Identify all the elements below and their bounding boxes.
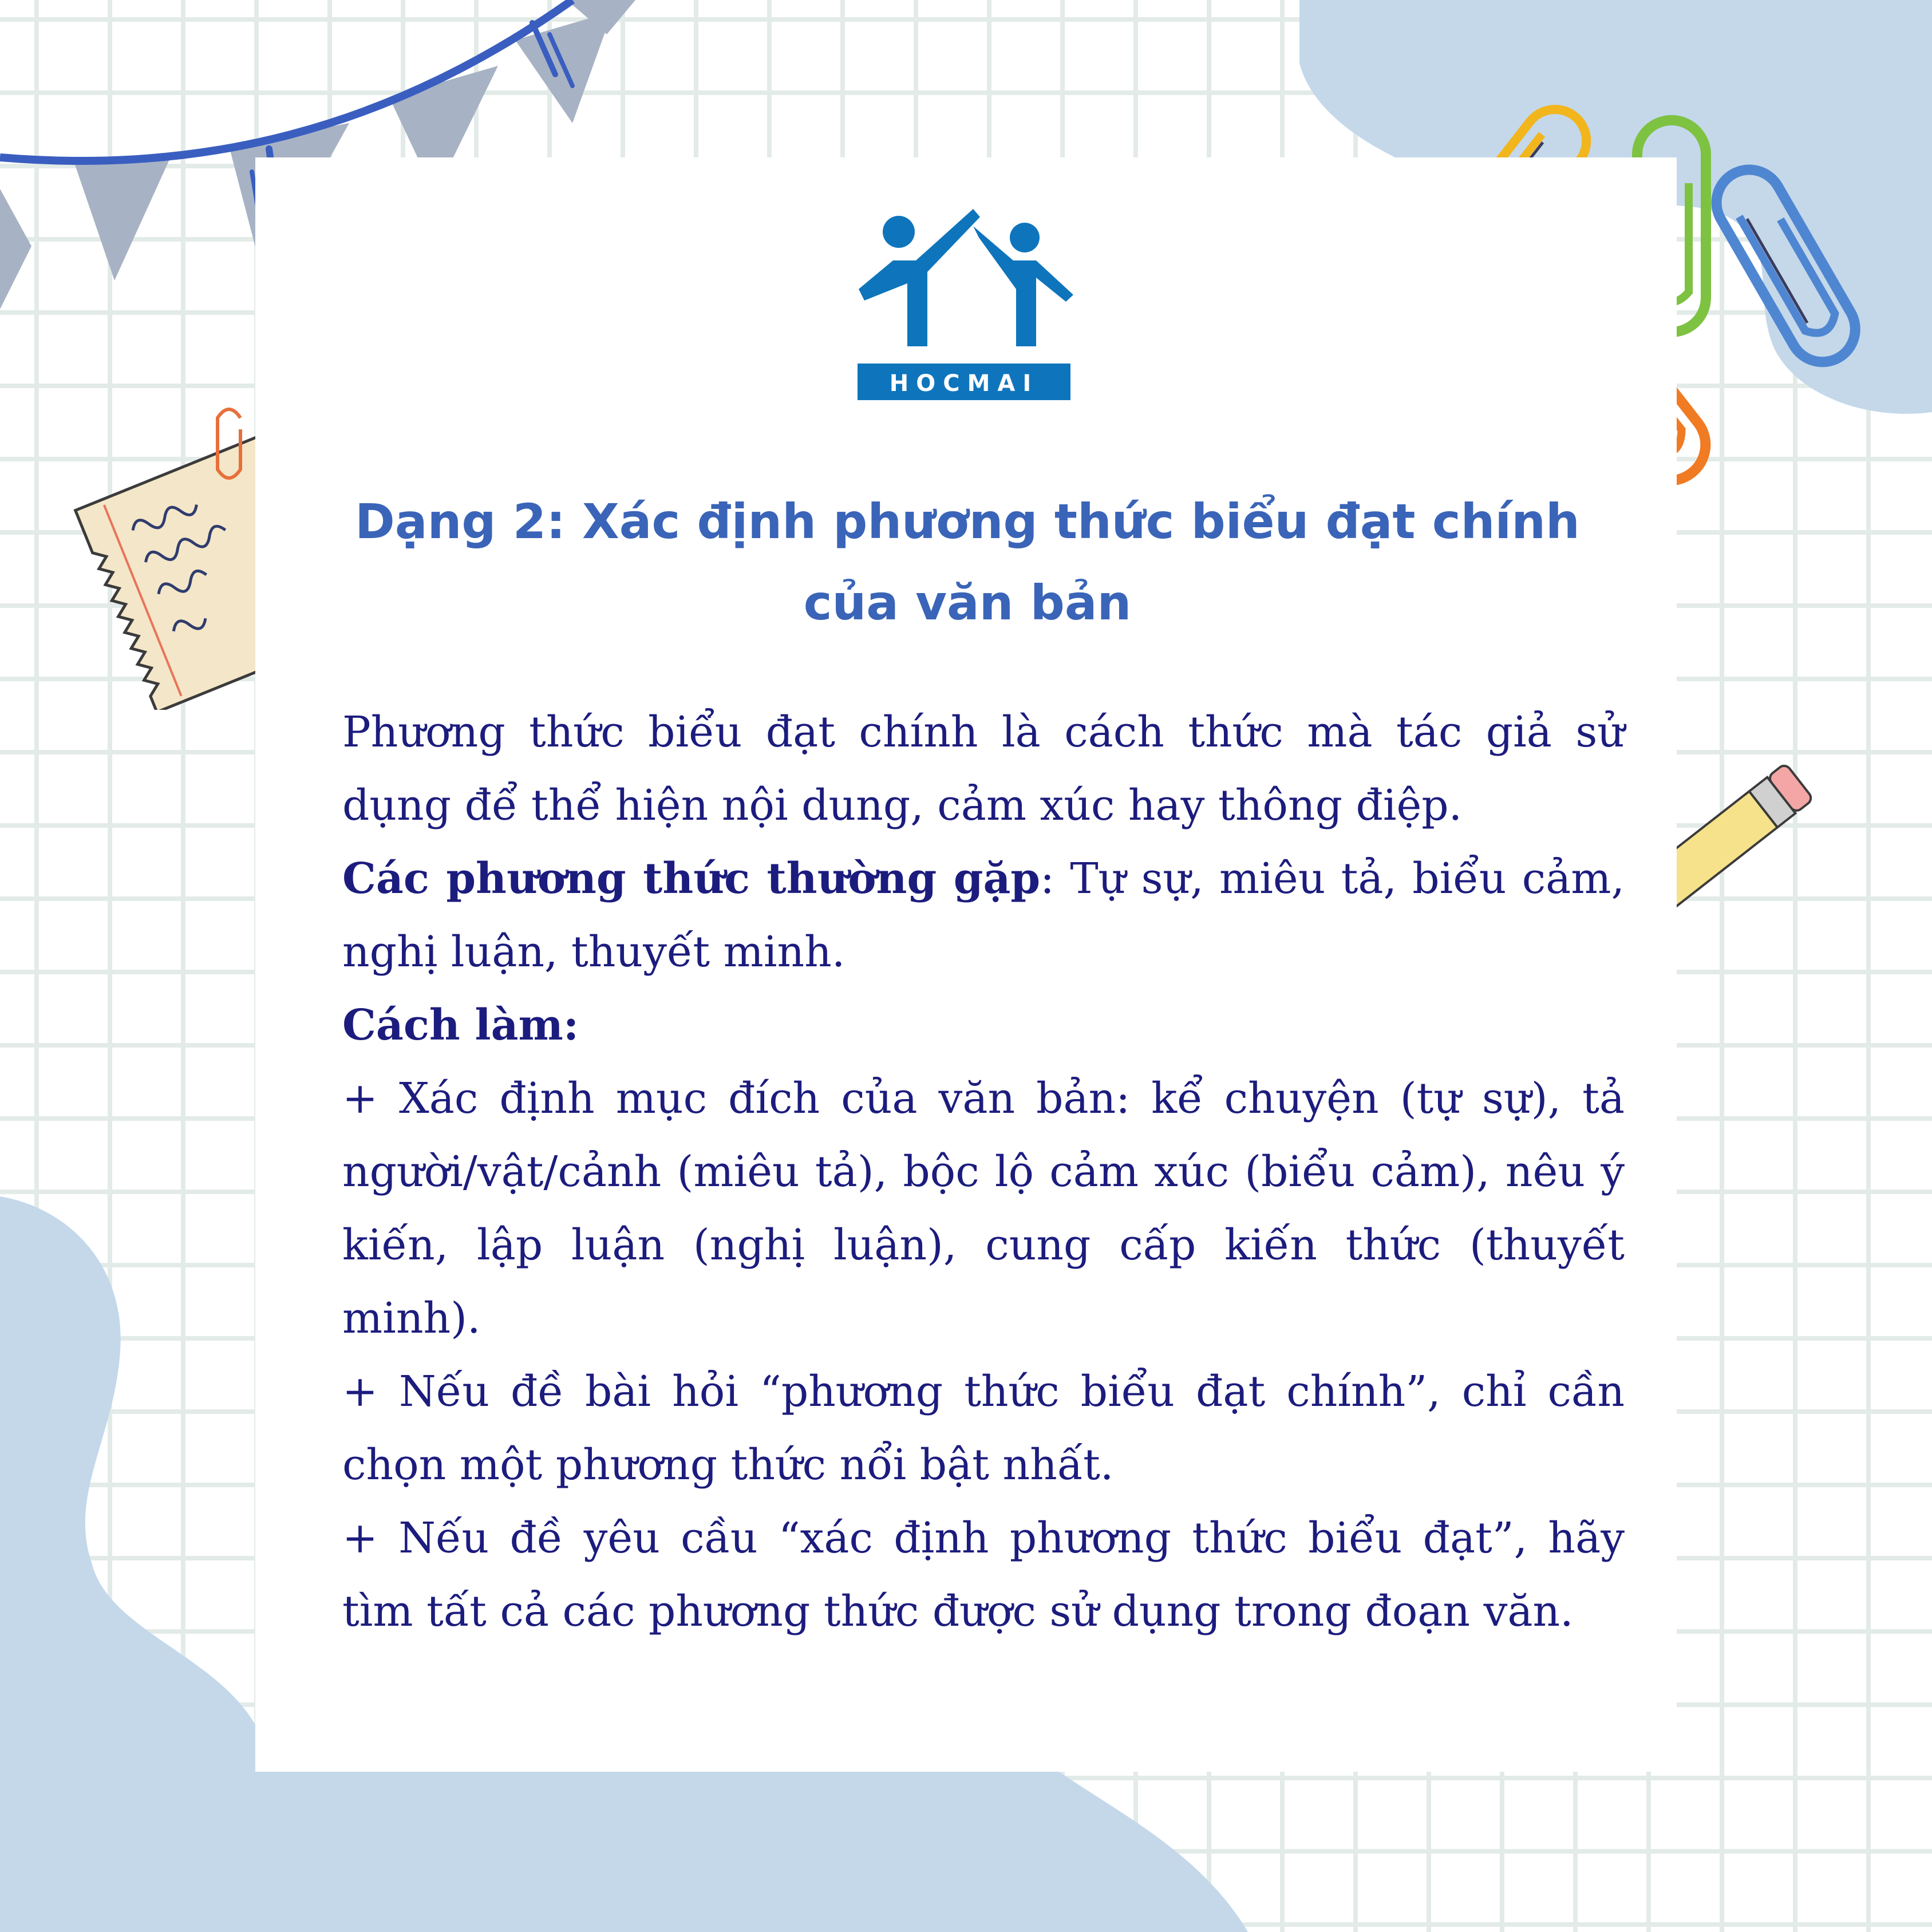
title-line-1: Dạng 2: Xác định phương thức biểu đạt chính: [355, 493, 1580, 550]
step-2: + Nếu đề bài hỏi “phương thức biểu đạt chính”, chỉ cần chọn một phương thức nổi bật nhất.: [342, 1367, 1625, 1490]
step-1: + Xác định mục đích của văn bản: kể chuyện (tự sự), tả người/vật/cảnh (miêu tả), bộc lộ cảm xúc (biểu cảm), nêu ý kiến, lập luận (nghị luận), cung cấp kiến thức (thuyết minh).: [342, 1074, 1625, 1343]
logo-text: HOCMAI: [889, 370, 1039, 397]
common-methods-label: Các phương thức thường gặp: [342, 854, 1041, 903]
intro-paragraph: Phương thức biểu đạt chính là cách thức mà tác giả sử dụng để thể hiện nội dung, cảm xúc hay thông điệp.: [342, 708, 1625, 830]
hocmai-logo: [853, 203, 1076, 404]
step-3: + Nếu đề yêu cầu “xác định phương thức biểu đạt”, hãy tìm tất cả các phương thức được sử dụng trong đoạn văn.: [342, 1514, 1625, 1636]
title-line-2: của văn bản: [803, 575, 1132, 631]
method-heading: Cách làm:: [342, 1001, 579, 1050]
common-methods-text: : Tự sự, miêu tả, biểu cảm, nghị luận, thuyết minh.: [342, 854, 1625, 977]
common-methods-paragraph: [342, 842, 1625, 989]
article-body: [342, 696, 1625, 1648]
page-title: [298, 481, 1637, 643]
